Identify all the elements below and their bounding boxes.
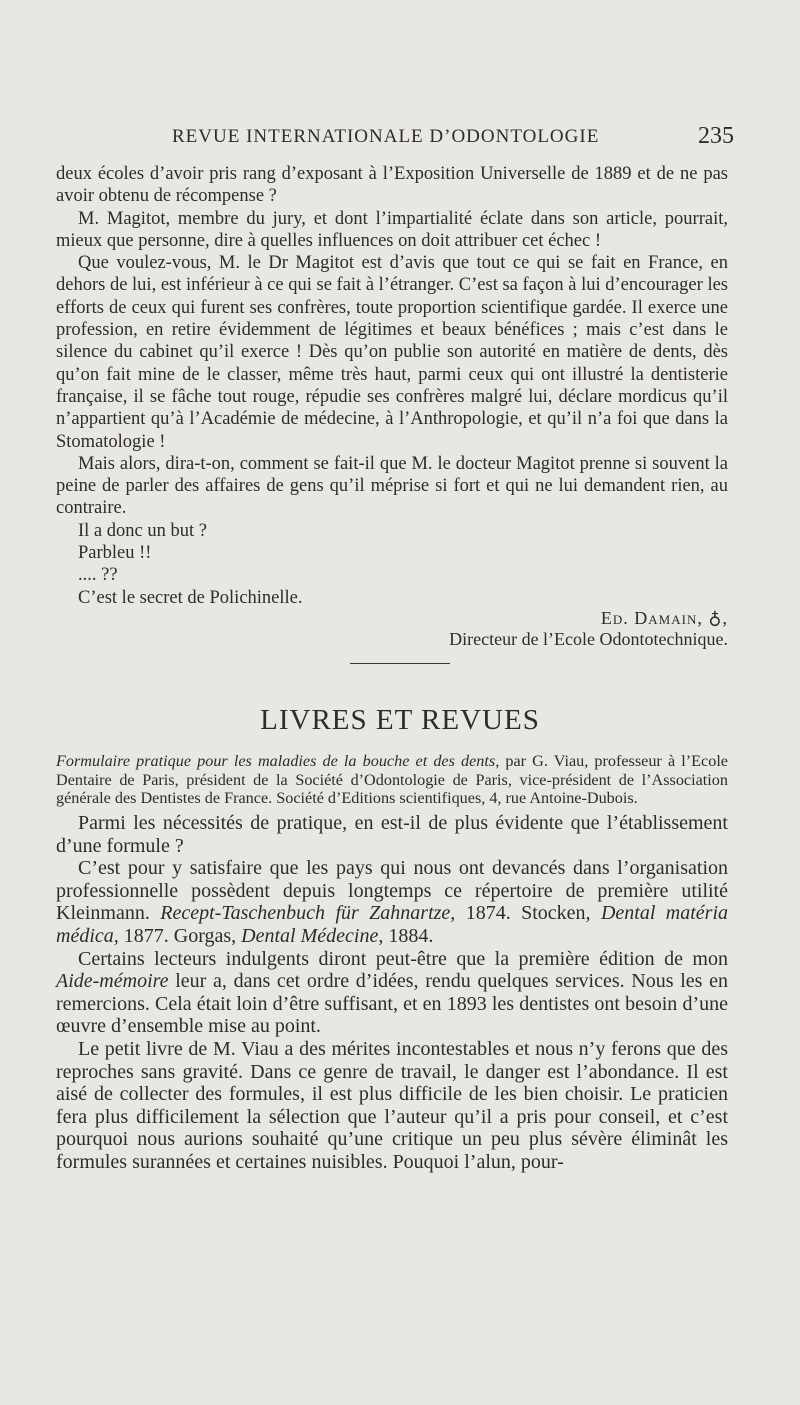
paragraph: Parmi les nécessités de pratique, en est-il de plus évidente que l’établissement d’une formule ? [56, 812, 728, 857]
italic-title: Aide-mémoire [56, 970, 169, 993]
book-details: par G. Viau, professeur à l’Ecole Dentaire de Paris, président de la Société d’Odontologie de Paris, vice-président de l’Association générale des Dentistes de France. Société d’Editions scientifiques, 4, rue Antoine-Dubois. [56, 752, 728, 807]
paragraph: Parbleu !! [78, 543, 152, 564]
paragraph: Le petit livre de M. Viau a des mérites incontestables et nous n’y ferons que des reproches sans gravité. Dans ce genre de travail, le danger est l’abondance. Il est aisé de collecter des formules, il est plus difficile de les bien choisir. Le praticien fera plus difficilement la sélection que l’auteur qu’il a pris pour conseil, et c’est pourquoi nous aurions souhaité qu’une critique un peu plus sévère éliminât les formules surannées et certaines nuisibles. Pouquoi l’alun, pour- [56, 1037, 728, 1173]
text-run: 1874. Stocken, [455, 902, 601, 925]
paragraph: C’est le secret de Polichinelle. [78, 587, 303, 608]
text-run: Certains lecteurs indulgents diront peut-être que la première édition de mon [78, 947, 728, 970]
signature-title: Directeur de l’Ecole Odontotechnique. [449, 629, 728, 649]
book-title: Formulaire pratique pour les maladies de la bouche et des dents, [56, 752, 500, 770]
text-run: leur a, dans cet ordre d’idées, rendu quelques services. Nous les en remercions. Cela était loin d’être suffisant, et en 1893 les dentistes ont besoin d’une œuvre d’ensemble mise au point. [56, 970, 728, 1038]
book-reference [56, 752, 728, 808]
review-text [56, 812, 728, 1174]
italic-title: Dental Médecine, [241, 924, 384, 947]
signature-name: Ed. Damain, ♁, [600, 608, 728, 628]
letter-text [56, 163, 728, 609]
running-title: REVUE INTERNATIONALE D’ODONTOLOGIE [172, 126, 600, 147]
divider [350, 663, 450, 664]
text-run: 1877. Gorgas, [118, 924, 242, 947]
text-run: C’est pour y satisfaire que les pays qui nous ont devancés dans l’organisation professionnelle possèdent depuis longtemps ce répertoire de première utilité Kleinmann. [56, 857, 728, 925]
page-header [172, 123, 734, 156]
signature-block [388, 608, 728, 650]
paragraph [56, 857, 728, 947]
paragraph: Il a donc un but ? [78, 520, 207, 541]
paragraph: Que voulez-vous, M. le Dr Magitot est d’avis que tout ce qui se fait en France, en dehors de lui, est inférieur à ce qui se fait à l’étranger. C’est sa façon à lui d’encourager les efforts de ceux qui furent ses confrères, toute proportion scientifique gardée. Il exerce une profession, en retire évidemment de légitimes et beaux bénéfices ; mais c’est dans le silence du cabinet qu’il exerce ! Dès qu’on publie son autorité en matière de dents, dès qu’on fait mine de le classer, même très haut, parmi ceux qui ont illustré la dentisterie française, il se fâche tout rouge, répudie ses confrères malgré lui, déclare mordicus qu’il n’appartient qu’à l’Académie de médecine, à l’Anthropologie, et qu’il n’a foi que dans la Stomatologie ! [56, 253, 728, 452]
section-title: LIVRES ET REVUES [260, 704, 540, 736]
paragraph: deux écoles d’avoir pris rang d’exposant à l’Exposition Universelle de 1889 et de ne pas avoir obtenu de récompense ? [56, 164, 728, 207]
paragraph: .... ?? [78, 565, 118, 586]
text-run: 1884. [383, 924, 434, 947]
italic-title: Recept-Taschenbuch für Zahnartze, [160, 902, 456, 925]
paragraph: M. Magitot, membre du jury, et dont l’impartialité éclate dans son article, pourrait, mieux que personne, dire à quelles influences on doit attribuer cet échec ! [56, 208, 728, 251]
paragraph: Mais alors, dira-t-on, comment se fait-il que M. le docteur Magitot prenne si souvent la peine de parler des affaires de gens qu’il méprise si fort et qui ne lui demandent rien, au contraire. [56, 453, 728, 519]
paragraph [56, 948, 728, 1038]
page-number: 235 [698, 123, 734, 149]
italic-title: Dental matéria médica, [56, 902, 729, 947]
